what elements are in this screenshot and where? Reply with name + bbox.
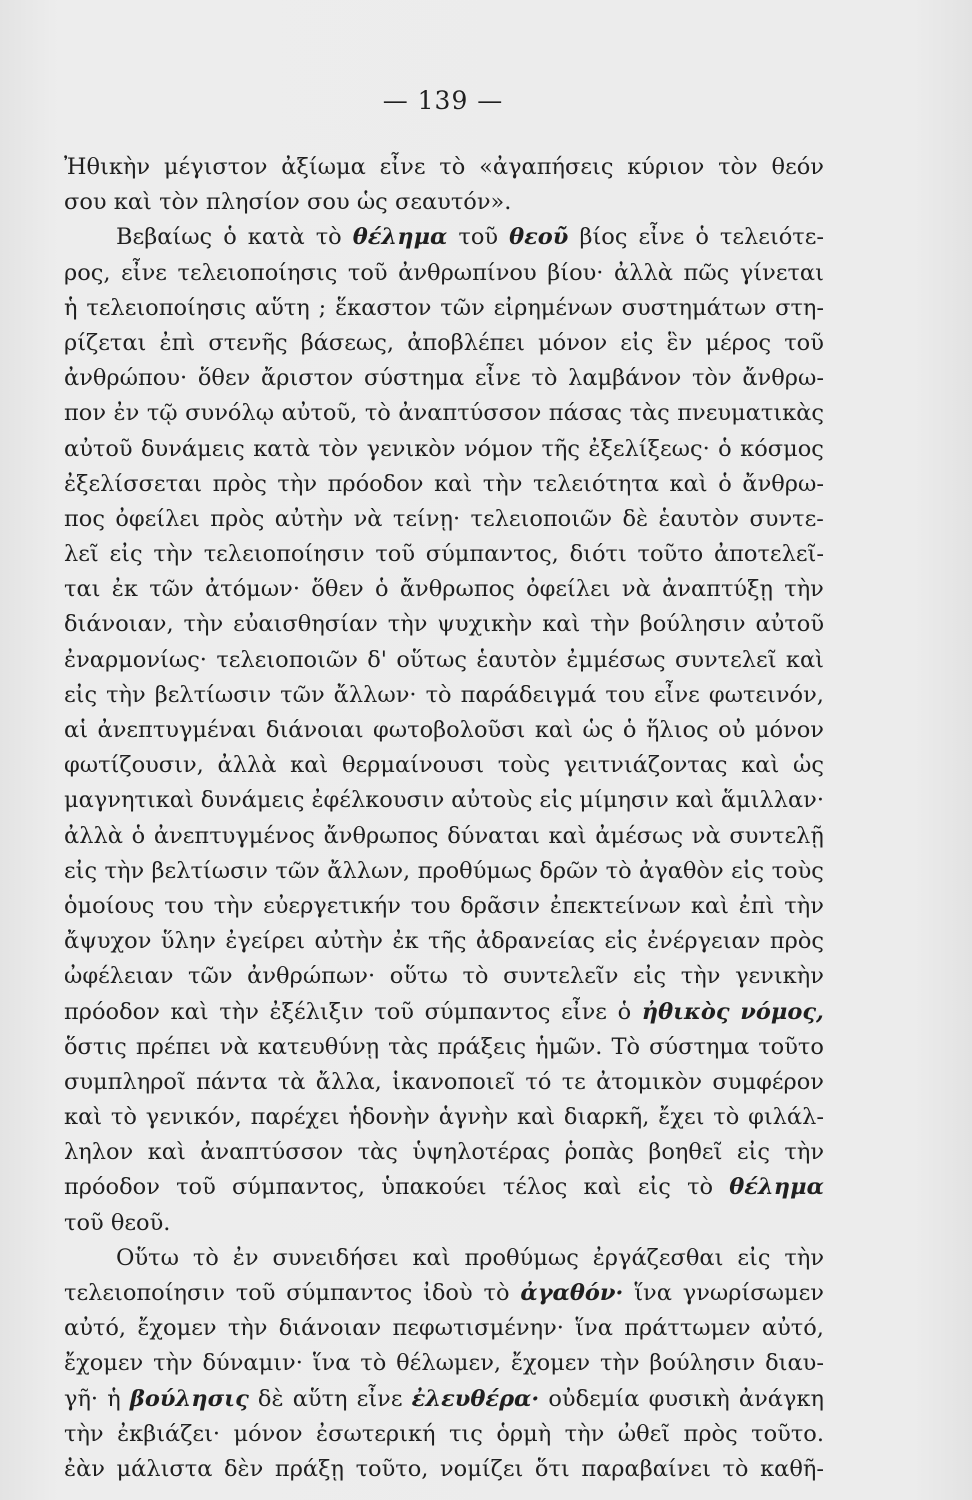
text-line: μαγνητικαὶ δυνάμεις ἐφέλκουσιν αὐτοὺς εἰς μίμησιν καὶ ἅμιλλαν· — [64, 787, 824, 814]
text-line: ὅστις πρέπει νὰ κατευθύνῃ τὰς πράξεις ἡμῶν. Τὸ σύστημα τοῦτο — [64, 1033, 824, 1060]
text-line: αὐτό, ἔχομεν τὴν διάνοιαν πεφωτισμένην· ἵνα πράττωμεν αὐτό, — [64, 1315, 824, 1342]
text-line: φωτίζουσιν, ἀλλὰ καὶ θερμαίνουσι τοὺς γειτνιάζοντας καὶ ὡς — [64, 752, 824, 779]
text-line: τοῦ θεοῦ. — [64, 1209, 171, 1236]
text-line: λεῖ εἰς τὴν τελειοποίησιν τοῦ σύμπαντος, διότι τοῦτο ἀποτελεῖ- — [64, 541, 824, 568]
text-line: ληλον καὶ ἀναπτύσσον τὰς ὑψηλοτέρας ῥοπὰς βοηθεῖ εἰς τὴν — [64, 1139, 824, 1166]
text-line: Οὕτω τὸ ἐν συνειδήσει καὶ προθύμως ἐργάζεσθαι εἰς τὴν — [116, 1244, 824, 1271]
text-line: ἄψυχον ὕλην ἐγείρει αὐτὴν ἐκ τῆς ἀδρανείας εἰς ἐνέργειαν πρὸς — [64, 928, 824, 955]
text-line: πρόοδον τοῦ σύμπαντος, ὑπακούει τέλος καὶ εἰς τὸ θέλημα — [64, 1174, 824, 1201]
text-line: ἔχομεν τὴν δύναμιν· ἵνα τὸ θέλωμεν, ἔχομεν τὴν βούλησιν διαυ- — [64, 1350, 824, 1377]
page-number: — 139 — — [382, 86, 504, 115]
text-line: πρόοδον καὶ τὴν ἐξέλιξιν τοῦ σύμπαντος εἶνε ὁ ἠθικὸς νόμος, — [64, 998, 824, 1025]
text-line: τὴν ἐκβιάζει· μόνον ἐσωτερική τις ὁρμὴ τὴν ὠθεῖ πρὸς τοῦτο. — [64, 1420, 824, 1447]
text-line: ρίζεται ἐπὶ στενῆς βάσεως, ἀποβλέπει μόνον εἰς ἓν μέρος τοῦ — [64, 329, 824, 356]
text-line: αὐτοῦ δυνάμεις κατὰ τὸν γενικὸν νόμον τῆς ἐξελίξεως· ὁ κόσμος — [64, 435, 824, 462]
text-line: συμπληροῖ πάντα τὰ ἄλλα, ἱκανοποιεῖ τό τε ἀτομικὸν συμφέρον — [64, 1068, 824, 1095]
text-line: σου καὶ τὸν πλησίον σου ὡς σεαυτόν». — [64, 189, 512, 216]
text-line: εἰς τὴν βελτίωσιν τῶν ἄλλων, προθύμως δρῶν τὸ ἀγαθὸν εἰς τοὺς — [64, 857, 824, 884]
text-line: διάνοιαν, τὴν εὐαισθησίαν τὴν ψυχικὴν καὶ τὴν βούλησιν αὐτοῦ — [64, 611, 824, 638]
text-line: καὶ τὸ γενικόν, παρέχει ἡδονὴν ἁγνὴν καὶ διαρκῆ, ἔχει τὸ φιλάλ- — [64, 1104, 824, 1131]
text-line: ἐξελίσσεται πρὸς τὴν πρόοδον καὶ τὴν τελειότητα καὶ ὁ ἄνθρω- — [64, 470, 824, 497]
body-text — [64, 150, 824, 1487]
text-line: Ἠθικὴν μέγιστον ἀξίωμα εἶνε τὸ «ἀγαπήσεις κύριον τὸν θεόν — [64, 154, 824, 180]
text-line: ἐὰν μάλιστα δὲν πράξῃ τοῦτο, νομίζει ὅτι παραβαίνει τὸ καθῆ- — [64, 1455, 824, 1482]
text-line: τελειοποίησιν τοῦ σύμπαντος ἰδοὺ τὸ ἀγαθόν· ἵνα γνωρίσωμεν — [64, 1280, 824, 1306]
text-line: γῆ· ἡ βούλησις δὲ αὕτη εἶνε ἐλευθέρα· οὐδεμία φυσικὴ ἀνάγκη — [64, 1385, 824, 1412]
text-line: ἀλλὰ ὁ ἀνεπτυγμένος ἄνθρωπος δύναται καὶ ἀμέσως νὰ συντελῇ — [64, 822, 824, 849]
text-line: ἡ τελειοποίησις αὕτη ; ἕκαστον τῶν εἰρημένων συστημάτων στη- — [64, 294, 824, 321]
text-line: πος ὀφείλει πρὸς αὐτὴν νὰ τείνῃ· τελειοποιῶν δὲ ἑαυτὸν συντε- — [64, 505, 824, 532]
text-line: εἰς τὴν βελτίωσιν τῶν ἄλλων· τὸ παράδειγμά του εἶνε φωτεινόν, — [64, 681, 824, 708]
text-line: ἀνθρώπου· ὅθεν ἄριστον σύστημα εἶνε τὸ λαμβάνον τὸν ἄνθρω- — [64, 365, 824, 392]
text-line: αἱ ἀνεπτυγμέναι διάνοιαι φωτοβολοῦσι καὶ ὡς ὁ ἥλιος οὐ μόνον — [64, 717, 824, 743]
text-line: ρος, εἶνε τελειοποίησις τοῦ ἀνθρωπίνου βίου· ἀλλὰ πῶς γίνεται — [64, 259, 824, 286]
text-line: πον ἐν τῷ συνόλῳ αὐτοῦ, τὸ ἀναπτύσσον πάσας τὰς πνευματικὰς — [64, 400, 824, 427]
text-line: ται ἐκ τῶν ἀτόμων· ὅθεν ὁ ἄνθρωπος ὀφείλει νὰ ἀναπτύξῃ τὴν — [64, 576, 824, 603]
text-line: ἐναρμονίως· τελειοποιῶν δ' οὕτως ἑαυτὸν ἐμμέσως συντελεῖ καὶ — [64, 646, 824, 673]
text-line: ὠφέλειαν τῶν ἀνθρώπων· οὕτω τὸ συντελεῖν εἰς τὴν γενικὴν — [64, 963, 824, 990]
text-line: ὁμοίους του τὴν εὐεργετικήν του δρᾶσιν ἐπεκτείνων καὶ ἐπὶ τὴν — [64, 892, 824, 919]
text-line: Βεβαίως ὁ κατὰ τὸ θέλημα τοῦ θεοῦ βίος εἶνε ὁ τελειότε- — [116, 224, 824, 251]
